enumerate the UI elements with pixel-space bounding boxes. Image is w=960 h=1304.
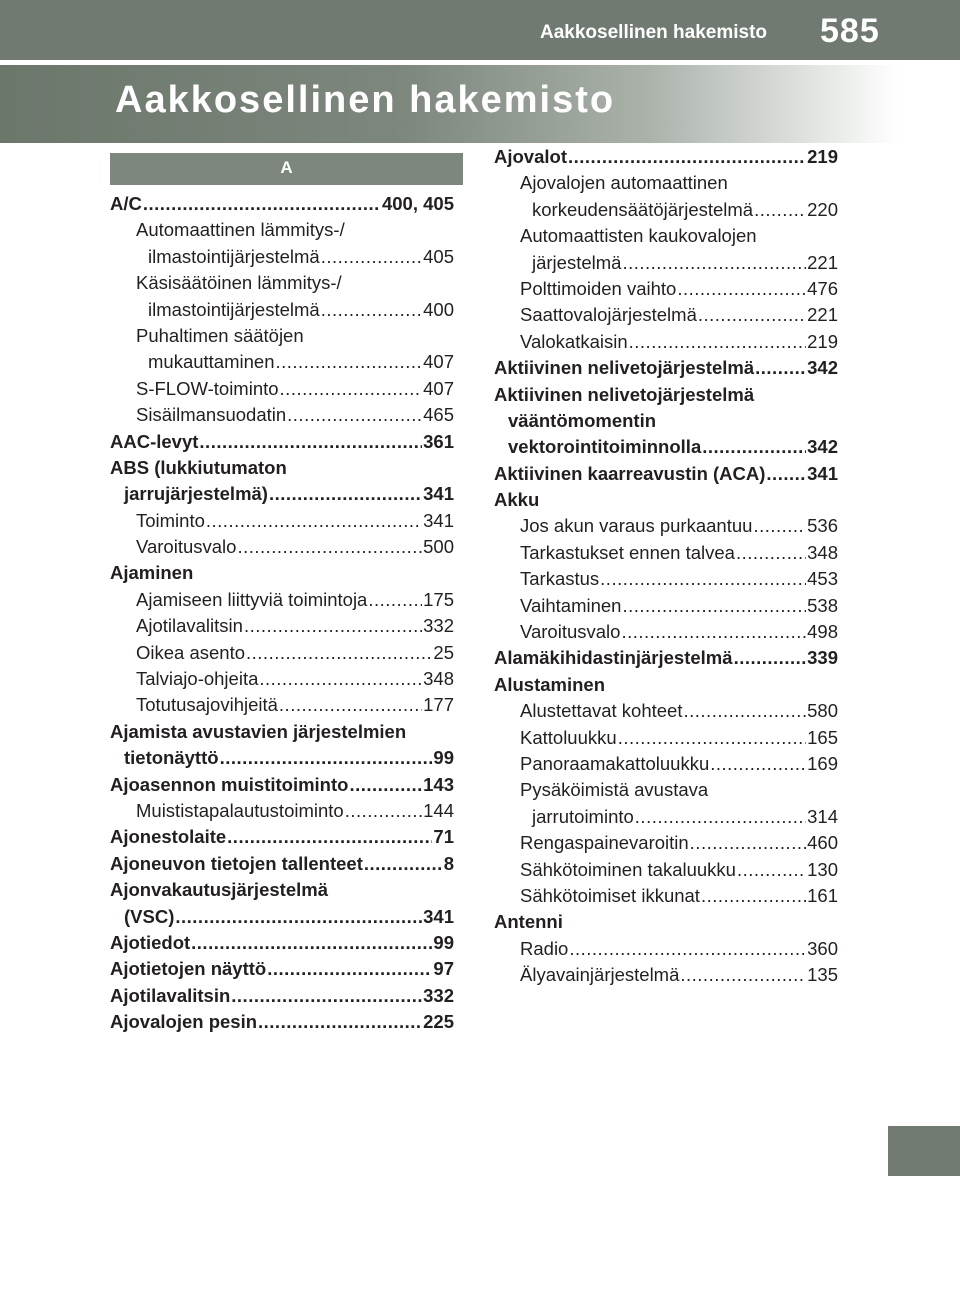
leader-dots — [569, 938, 806, 960]
index-thumb-tab[interactable] — [888, 1126, 960, 1176]
entry-label: ilmastointijärjestelmä — [148, 245, 320, 267]
leader-dots — [702, 436, 806, 458]
leader-dots — [766, 463, 806, 485]
entry-page-number[interactable]: 332 — [423, 984, 454, 1006]
leader-dots — [258, 1011, 422, 1033]
index-entry — [494, 727, 838, 753]
index-column-right — [494, 146, 838, 991]
leader-dots — [629, 331, 806, 353]
index-entry — [110, 747, 454, 773]
index-entry — [110, 510, 454, 536]
entry-page-number[interactable]: 341 — [807, 462, 838, 484]
entry-label: Alustettavat kohteet — [520, 700, 683, 722]
entry-label: vääntömomentin — [508, 409, 657, 431]
entry-page-number[interactable]: 161 — [807, 884, 838, 906]
entry-page-number[interactable]: 536 — [807, 515, 838, 537]
entry-label: Ajamiseen liittyviä toimintoja — [136, 588, 368, 610]
entry-page-number[interactable]: 460 — [807, 832, 838, 854]
entry-label: (VSC) — [124, 905, 175, 927]
index-entry — [110, 853, 454, 879]
index-entry — [494, 225, 838, 251]
leader-dots — [287, 404, 422, 426]
leader-dots — [622, 252, 806, 274]
page-number: 585 — [820, 12, 880, 50]
entry-label: Aktiivinen kaarreavustin (ACA) — [494, 462, 766, 484]
entry-label: Muististapalautustoiminto — [136, 799, 344, 821]
entry-label: Sähkötoimiset ikkunat — [520, 884, 700, 906]
page-header — [0, 0, 960, 60]
entry-page-number[interactable]: 348 — [423, 668, 454, 690]
entry-label: Ajovalojen automaattinen — [520, 172, 728, 194]
entry-page-number[interactable]: 221 — [807, 304, 838, 326]
entry-page-number[interactable]: 407 — [423, 351, 454, 373]
leader-dots — [191, 932, 432, 954]
index-entry — [110, 272, 454, 298]
entry-label: Sisäilmansuodatin — [136, 404, 287, 426]
entry-label: Kattoluukku — [520, 726, 617, 748]
leader-dots — [364, 853, 443, 875]
leader-dots — [244, 615, 422, 637]
index-entry — [494, 964, 838, 990]
index-entry — [494, 515, 838, 541]
entry-label: Polttimoiden vaihto — [520, 277, 677, 299]
entry-label: Alustaminen — [494, 673, 606, 695]
entry-page-number[interactable]: 225 — [423, 1011, 454, 1033]
index-entry — [494, 146, 838, 172]
entry-label: Saattovalojärjestelmä — [520, 304, 697, 326]
leader-dots — [734, 647, 807, 669]
leader-dots — [635, 806, 806, 828]
leader-dots — [246, 642, 432, 664]
entry-page-number[interactable]: 71 — [433, 826, 454, 848]
index-entry — [494, 304, 838, 330]
leader-dots — [698, 304, 806, 326]
leader-dots — [690, 832, 806, 854]
entry-page-number[interactable]: 342 — [807, 357, 838, 379]
index-entry — [110, 721, 454, 747]
index-entry — [110, 615, 454, 641]
entry-page-number[interactable]: 361 — [423, 430, 454, 452]
entry-page-number[interactable]: 99 — [433, 931, 454, 953]
leader-dots — [622, 595, 806, 617]
entry-label: Rengaspainevaroitin — [520, 832, 689, 854]
index-entry — [494, 436, 838, 462]
entry-label: Ajotilavalitsin — [136, 615, 243, 637]
leader-dots — [321, 299, 422, 321]
entry-label: Tarkastus — [520, 568, 600, 590]
entry-page-number[interactable]: 500 — [423, 536, 454, 558]
leader-dots — [143, 193, 381, 215]
leader-dots — [600, 568, 806, 590]
leader-dots — [259, 668, 422, 690]
leader-dots — [753, 515, 806, 537]
entry-label: tietonäyttö — [124, 747, 219, 769]
leader-dots — [618, 727, 806, 749]
leader-dots — [754, 199, 806, 221]
entry-label: Toiminto — [136, 509, 205, 531]
leader-dots — [568, 146, 806, 168]
index-entry — [110, 219, 454, 245]
entry-label: Ajotiedot — [110, 931, 191, 953]
entry-label: Ajoasennon muistitoiminto — [110, 773, 349, 795]
entry-page-number[interactable]: 135 — [807, 964, 838, 986]
entry-label: Aktiivinen nelivetojärjestelmä — [494, 357, 755, 379]
entry-label: Sähkötoiminen takaluukku — [520, 858, 736, 880]
entry-page-number[interactable]: 8 — [443, 852, 454, 874]
entry-label: Aktiivinen nelivetojärjestelmä — [494, 383, 755, 405]
index-entry — [110, 1011, 454, 1037]
entry-page-number[interactable]: 219 — [807, 330, 838, 352]
index-entry — [110, 351, 454, 377]
entry-label: jarrutoiminto — [532, 805, 634, 827]
index-entry — [494, 859, 838, 885]
leader-dots — [220, 747, 433, 769]
entry-label: Valokatkaisin — [520, 330, 628, 352]
index-entry — [110, 589, 454, 615]
index-entry — [494, 779, 838, 805]
entry-page-number[interactable]: 341 — [423, 483, 454, 505]
leader-dots — [227, 826, 432, 848]
entry-page-number[interactable]: 360 — [807, 937, 838, 959]
index-entry — [494, 832, 838, 858]
entry-label: Talviajo-ohjeita — [136, 668, 259, 690]
index-entry — [110, 536, 454, 562]
entry-label: Akku — [494, 489, 540, 511]
entry-label: Totutusajovihjeitä — [136, 694, 278, 716]
entry-label: Automaattisten kaukovalojen — [520, 225, 757, 247]
index-entry — [110, 985, 454, 1011]
index-entry — [494, 199, 838, 225]
index-entry — [110, 246, 454, 272]
index-entry — [110, 694, 454, 720]
leader-dots — [755, 357, 806, 379]
index-entry — [110, 774, 454, 800]
index-entry — [494, 384, 838, 410]
entry-label: ilmastointijärjestelmä — [148, 298, 320, 320]
entry-page-number[interactable]: 339 — [807, 647, 838, 669]
entry-label: Ajoneuvon tietojen tallenteet — [110, 852, 363, 874]
leader-dots — [280, 378, 423, 400]
index-entry — [494, 568, 838, 594]
entry-label: korkeudensäätöjärjestelmä — [532, 198, 754, 220]
entry-page-number[interactable]: 342 — [807, 436, 838, 458]
index-entry — [110, 800, 454, 826]
entry-label: Älyavainjärjestelmä — [520, 964, 680, 986]
entry-page-number[interactable]: 314 — [807, 805, 838, 827]
leader-dots — [345, 800, 422, 822]
entry-page-number[interactable]: 465 — [423, 404, 454, 426]
index-entry — [110, 193, 454, 219]
entry-label: Jos akun varaus purkaantuu — [520, 515, 753, 537]
index-entry — [110, 299, 454, 325]
header-title: Aakkosellinen hakemisto — [540, 22, 768, 43]
index-entry — [110, 325, 454, 351]
entry-page-number[interactable]: 498 — [807, 621, 838, 643]
entry-label: järjestelmä — [532, 251, 622, 273]
leader-dots — [231, 985, 422, 1007]
index-entry — [110, 879, 454, 905]
leader-dots — [368, 589, 422, 611]
entry-label: Radio — [520, 937, 569, 959]
index-entry — [110, 906, 454, 932]
index-entry — [494, 331, 838, 357]
index-entry — [494, 595, 838, 621]
entry-page-number[interactable]: 130 — [807, 858, 838, 880]
index-entry — [110, 404, 454, 430]
index-entry — [494, 463, 838, 489]
entry-page-number[interactable]: 99 — [433, 747, 454, 769]
leader-dots — [279, 694, 422, 716]
entry-label: Ajovalot — [494, 146, 567, 167]
leader-dots — [736, 542, 806, 564]
entry-label: ABS (lukkiutumaton — [110, 456, 287, 478]
entry-page-number[interactable]: 476 — [807, 277, 838, 299]
index-entry — [110, 378, 454, 404]
entry-label: A/C — [110, 193, 142, 214]
leader-dots — [321, 246, 422, 268]
index-entry — [494, 938, 838, 964]
entry-page-number[interactable]: 25 — [433, 641, 454, 663]
entry-label: Oikea asento — [136, 641, 246, 663]
index-entry — [110, 457, 454, 483]
entry-page-number[interactable]: 332 — [423, 615, 454, 637]
leader-dots — [275, 351, 422, 373]
entry-label: Käsisäätöinen lämmitys-/ — [136, 272, 342, 294]
entry-page-number[interactable]: 348 — [807, 541, 838, 563]
entry-label: Tarkastukset ennen talvea — [520, 541, 735, 563]
entry-label: Varoitusvalo — [136, 536, 237, 558]
index-entry — [110, 562, 454, 588]
index-entry — [494, 674, 838, 700]
index-entry — [494, 621, 838, 647]
entry-label: vektorointitoiminnolla — [508, 436, 702, 458]
entry-label: Puhaltimen säätöjen — [136, 324, 304, 346]
entry-label: Automaattinen lämmitys-/ — [136, 219, 345, 241]
entry-label: S-FLOW-toiminto — [136, 377, 279, 399]
entry-page-number[interactable]: 400, 405 — [381, 193, 454, 214]
entry-label: mukauttaminen — [148, 351, 275, 373]
entry-label: Ajonvakautusjärjestelmä — [110, 879, 328, 901]
index-entry — [110, 826, 454, 852]
leader-dots — [680, 964, 806, 986]
leader-dots — [710, 753, 806, 775]
entry-page-number[interactable]: 400 — [423, 298, 454, 320]
index-entry — [494, 252, 838, 278]
entry-page-number[interactable]: 143 — [423, 773, 454, 795]
leader-dots — [206, 510, 422, 532]
entry-page-number[interactable]: 580 — [807, 700, 838, 722]
leader-dots — [701, 885, 806, 907]
leader-dots — [684, 700, 807, 722]
entry-page-number[interactable]: 221 — [807, 251, 838, 273]
index-entry — [494, 410, 838, 436]
leader-dots — [349, 774, 422, 796]
index-entry — [110, 483, 454, 509]
entry-page-number[interactable]: 407 — [423, 377, 454, 399]
index-column-left — [110, 193, 454, 1038]
index-entry — [494, 753, 838, 779]
entry-page-number[interactable]: 538 — [807, 594, 838, 616]
entry-label: Pysäköimistä avustava — [520, 779, 709, 801]
entry-page-number[interactable]: 165 — [807, 726, 838, 748]
entry-label: Ajamista avustavien järjestelmien — [110, 720, 407, 742]
title-banner — [0, 65, 900, 143]
entry-page-number[interactable]: 341 — [423, 509, 454, 531]
entry-label: Ajotilavalitsin — [110, 984, 231, 1006]
entry-label: Ajaminen — [110, 562, 194, 584]
entry-label: Panoraamakattoluukku — [520, 752, 710, 774]
leader-dots — [621, 621, 806, 643]
leader-dots — [269, 483, 422, 505]
entry-label: jarrujärjestelmä) — [124, 483, 268, 505]
entry-page-number[interactable]: 144 — [423, 799, 454, 821]
entry-page-number[interactable]: 341 — [423, 905, 454, 927]
index-entry — [494, 806, 838, 832]
leader-dots — [237, 536, 422, 558]
section-letter-bar: A — [110, 153, 463, 185]
index-entry — [494, 647, 838, 673]
entry-label: Ajonestolaite — [110, 826, 227, 848]
index-entry — [110, 431, 454, 457]
index-entry — [494, 542, 838, 568]
index-entry — [494, 885, 838, 911]
index-entry — [494, 278, 838, 304]
leader-dots — [677, 278, 806, 300]
leader-dots — [175, 906, 422, 928]
entry-page-number[interactable]: 97 — [433, 958, 454, 980]
index-entry — [494, 911, 838, 937]
entry-page-number[interactable]: 219 — [807, 146, 838, 167]
entry-page-number[interactable]: 453 — [807, 568, 838, 590]
entry-page-number[interactable]: 220 — [807, 198, 838, 220]
entry-label: Vaihtaminen — [520, 594, 622, 616]
index-entry — [494, 357, 838, 383]
index-entry — [494, 700, 838, 726]
index-entry — [110, 668, 454, 694]
entry-page-number[interactable]: 169 — [807, 752, 838, 774]
entry-page-number[interactable]: 175 — [423, 588, 454, 610]
leader-dots — [199, 431, 422, 453]
page-title: Aakkosellinen hakemisto — [115, 79, 616, 121]
entry-page-number[interactable]: 405 — [423, 245, 454, 267]
index-entry — [110, 932, 454, 958]
entry-page-number[interactable]: 177 — [423, 694, 454, 716]
entry-label: Ajotietojen näyttö — [110, 958, 267, 980]
index-entry — [110, 958, 454, 984]
entry-label: Alamäkihidastinjärjestelmä — [494, 647, 733, 669]
index-entry — [110, 642, 454, 668]
index-entry — [494, 489, 838, 515]
index-entry — [494, 172, 838, 198]
leader-dots — [267, 958, 432, 980]
entry-label: Ajovalojen pesin — [110, 1011, 258, 1033]
entry-label: Antenni — [494, 911, 563, 933]
entry-label: Varoitusvalo — [520, 621, 621, 643]
leader-dots — [737, 859, 806, 881]
entry-label: AAC-levyt — [110, 430, 199, 452]
